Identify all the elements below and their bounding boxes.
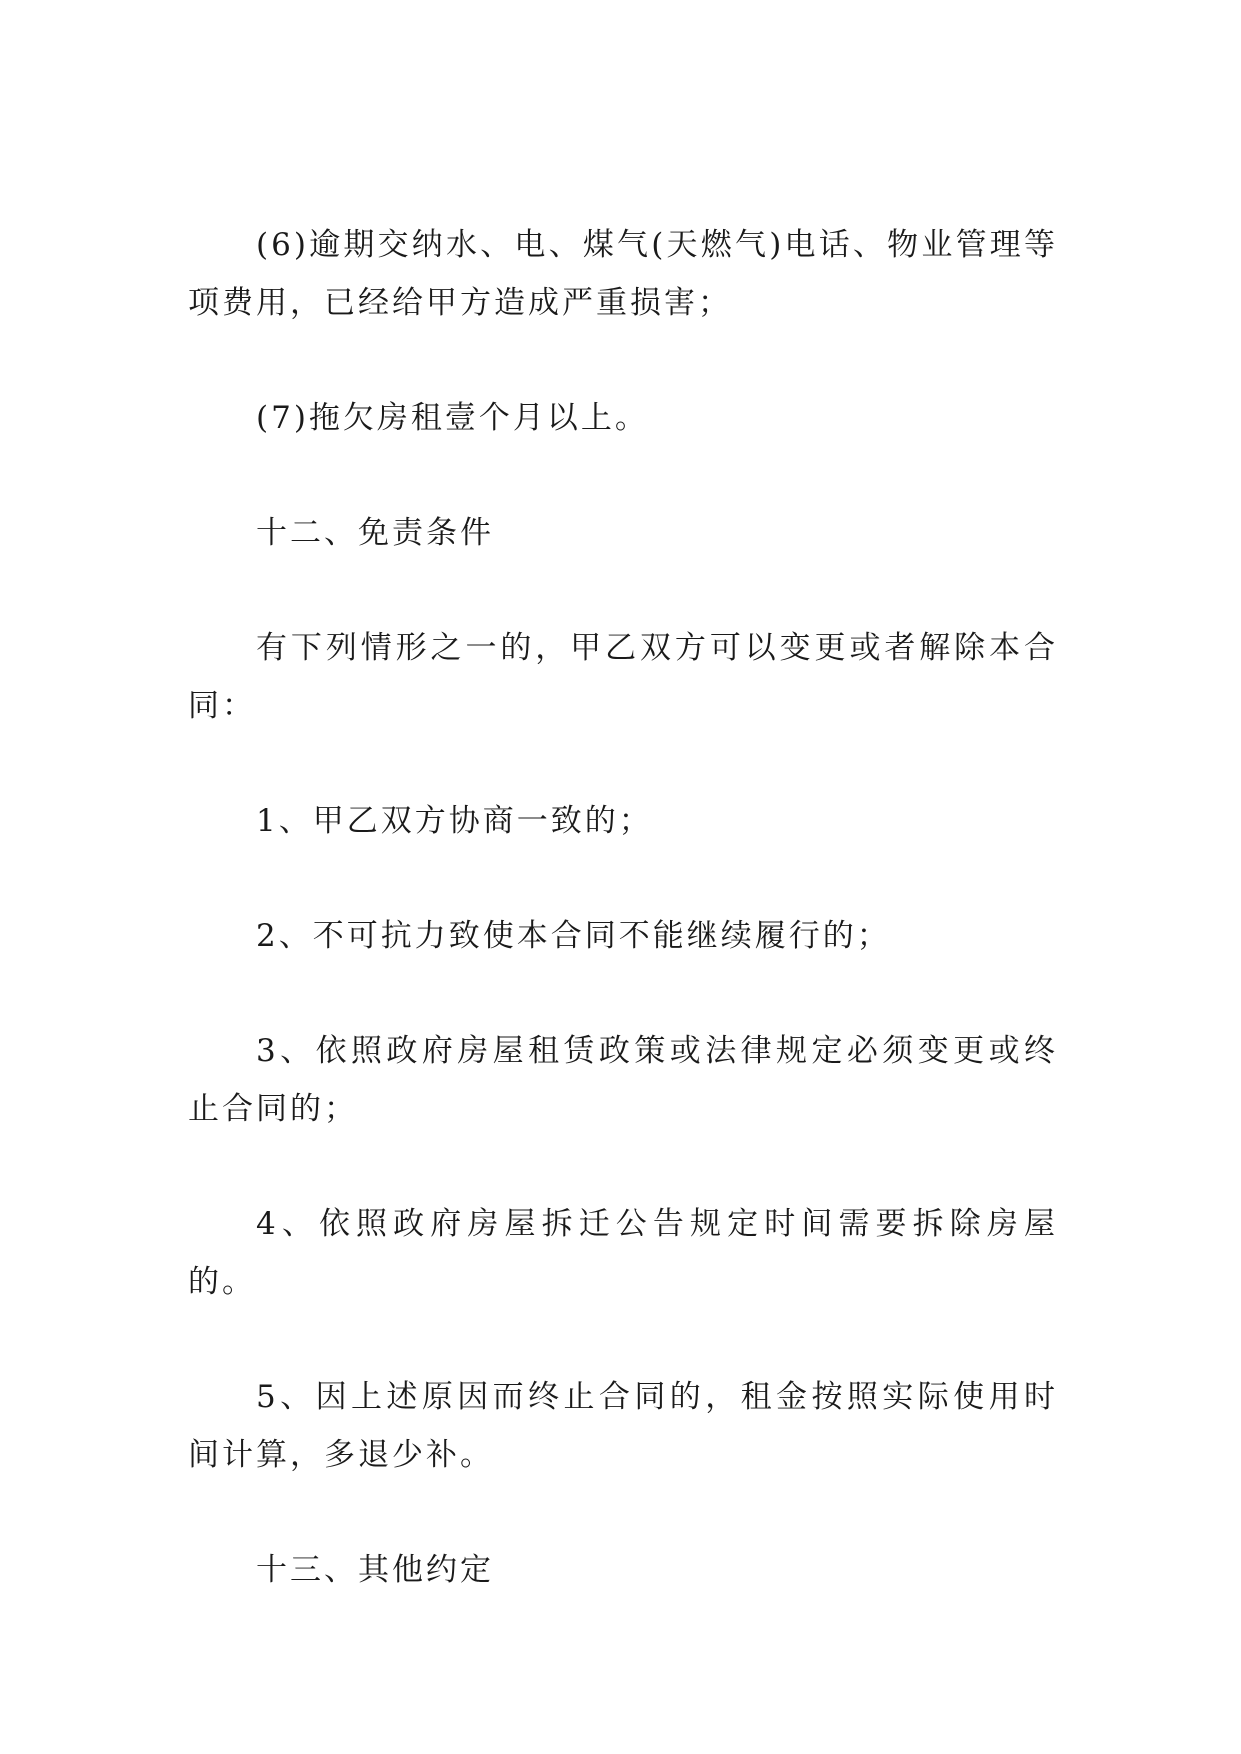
list-item-5: 5、因上述原因而终止合同的，租金按照实际使用时间计算，多退少补。 bbox=[188, 1379, 1058, 1473]
document-body bbox=[188, 216, 1058, 1656]
list-item-4: 4、依照政府房屋拆迁公告规定时间需要拆除房屋的。 bbox=[188, 1206, 1058, 1300]
section-heading-12: 十二、免责条件 bbox=[256, 515, 494, 551]
paragraph-intro: 有下列情形之一的，甲乙双方可以变更或者解除本合同： bbox=[188, 630, 1058, 724]
paragraph-item-7: (7)拖欠房租壹个月以上。 bbox=[256, 400, 649, 436]
paragraph-item-6: (6)逾期交纳水、电、煤气(天燃气)电话、物业管理等项费用，已经给甲方造成严重损害； bbox=[188, 227, 1058, 321]
list-item-3: 3、依照政府房屋租赁政策或法律规定必须变更或终止合同的； bbox=[188, 1033, 1058, 1127]
list-item-2: 2、不可抗力致使本合同不能继续履行的； bbox=[256, 918, 891, 954]
section-heading-13: 十三、其他约定 bbox=[256, 1552, 494, 1588]
list-item-1: 1、甲乙双方协商一致的； bbox=[256, 803, 653, 839]
